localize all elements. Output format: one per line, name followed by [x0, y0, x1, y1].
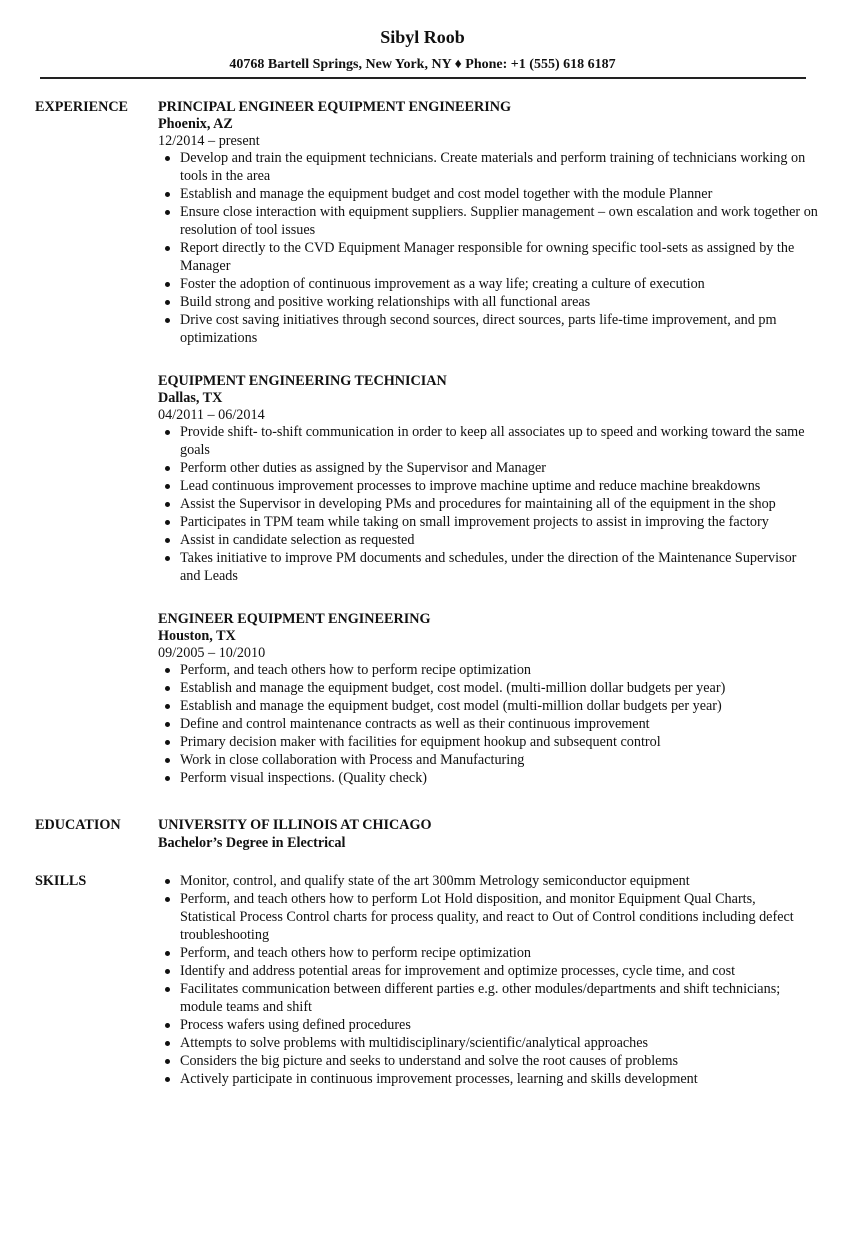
skills-bullets: [158, 872, 808, 1088]
list-item: Monitor, control, and qualify state of the art 300mm Metrology semiconductor equipment: [180, 872, 808, 890]
list-item: Considers the big picture and seeks to understand and solve the root causes of problems: [180, 1052, 808, 1070]
list-item: Build strong and positive working relationships with all functional areas: [180, 293, 818, 311]
skills-heading: SKILLS: [35, 873, 87, 889]
list-item: Drive cost saving initiatives through second sources, direct sources, parts life-time improvement, and pm optimizations: [180, 311, 818, 347]
experience-heading: EXPERIENCE: [35, 99, 129, 115]
list-item: Perform, and teach others how to perform recipe optimization: [180, 944, 808, 962]
list-item: Takes initiative to improve PM documents and schedules, under the direction of the Maintenance Supervisor and Leads: [180, 549, 818, 585]
job-title: PRINCIPAL ENGINEER EQUIPMENT ENGINEERING: [158, 99, 512, 115]
job-title: ENGINEER EQUIPMENT ENGINEERING: [158, 611, 431, 627]
resume-header: [40, 26, 805, 73]
job-entry: [158, 610, 818, 787]
job-bullets: [158, 149, 818, 347]
list-item: Perform, and teach others how to perform Lot Hold disposition, and monitor Equipment Qual Charts, Statistical Process Control charts for process quality, and react to Out of Control conditions including defect troubleshooting: [180, 890, 808, 944]
list-item: Participates in TPM team while taking on small improvement projects to assist in improving the factory: [180, 513, 818, 531]
job-location: Dallas, TX: [158, 390, 223, 406]
list-item: Primary decision maker with facilities for equipment hookup and subsequent control: [180, 733, 818, 751]
school-name: UNIVERSITY OF ILLINOIS AT CHICAGO: [158, 817, 432, 833]
list-item: Process wafers using defined procedures: [180, 1016, 808, 1034]
skills-entry: [158, 872, 808, 1088]
job-entry: [158, 98, 818, 347]
list-item: Attempts to solve problems with multidisciplinary/scientific/analytical approaches: [180, 1034, 808, 1052]
contact-line: 40768 Bartell Springs, New York, NY ♦ Phone: +1 (555) 618 6187: [229, 57, 616, 72]
degree: Bachelor’s Degree in Electrical: [158, 835, 346, 851]
job-bullets: [158, 661, 818, 787]
job-dates: 12/2014 – present: [158, 133, 260, 149]
list-item: Work in close collaboration with Process and Manufacturing: [180, 751, 818, 769]
list-item: Assist in candidate selection as requested: [180, 531, 818, 549]
list-item: Perform visual inspections. (Quality check): [180, 769, 818, 787]
list-item: Establish and manage the equipment budget, cost model. (multi-million dollar budgets per year): [180, 679, 818, 697]
list-item: Identify and address potential areas for improvement and optimize processes, cycle time, and cost: [180, 962, 808, 980]
list-item: Establish and manage the equipment budget and cost model together with the module Planner: [180, 185, 818, 203]
list-item: Perform, and teach others how to perform recipe optimization: [180, 661, 818, 679]
list-item: Report directly to the CVD Equipment Manager responsible for owning specific tool-sets as assigned by the Manager: [180, 239, 818, 275]
job-location: Houston, TX: [158, 628, 236, 644]
list-item: Define and control maintenance contracts as well as their continuous improvement: [180, 715, 818, 733]
job-bullets: [158, 423, 818, 585]
list-item: Foster the adoption of continuous improvement as a way life; creating a culture of execution: [180, 275, 818, 293]
education-heading: EDUCATION: [35, 817, 121, 833]
list-item: Ensure close interaction with equipment suppliers. Supplier management – own escalation and work together on resolution of tool issues: [180, 204, 818, 238]
job-location: Phoenix, AZ: [158, 116, 233, 132]
list-item: Facilitates communication between different parties e.g. other modules/departments and shift technicians; module teams and shift: [180, 980, 808, 1016]
list-item: Actively participate in continuous improvement processes, learning and skills development: [180, 1070, 808, 1088]
job-dates: 09/2005 – 10/2010: [158, 645, 266, 661]
list-item: Provide shift- to-shift communication in order to keep all associates up to speed and working toward the same goals: [180, 423, 818, 459]
job-dates: 04/2011 – 06/2014: [158, 407, 265, 423]
list-item: Establish and manage the equipment budget, cost model (multi-million dollar budgets per year): [180, 697, 818, 715]
job-title: EQUIPMENT ENGINEERING TECHNICIAN: [158, 373, 447, 389]
job-entry: [158, 372, 818, 585]
education-entry: [158, 816, 818, 852]
list-item: Lead continuous improvement processes to improve machine uptime and reduce machine breakdowns: [180, 477, 818, 495]
candidate-name: Sibyl Roob: [380, 27, 465, 47]
list-item: Perform other duties as assigned by the Supervisor and Manager: [180, 459, 818, 477]
list-item: Assist the Supervisor in developing PMs and procedures for maintaining all of the equipment in the shop: [180, 495, 818, 513]
list-item: Develop and train the equipment technicians. Create materials and perform training of technicians working on tools in the area: [180, 149, 818, 185]
header-divider: [40, 77, 806, 79]
